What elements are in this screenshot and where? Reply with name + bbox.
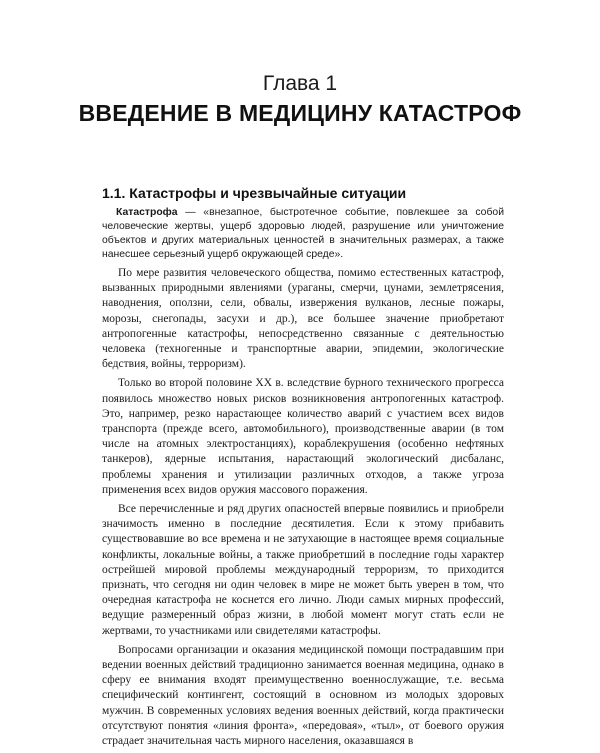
- chapter-title: ВВЕДЕНИЕ В МЕДИЦИНУ КАТАСТРОФ: [78, 100, 522, 126]
- definition-term: Катастрофа: [116, 207, 178, 218]
- definition-text: — «внезапное, быстротечное событие, повлекшее за собой человеческие жертвы, ущерб здоровью людей, разрушение или уничтожение объектов и других материальных ценностей в значительных размерах, а также нанесшее серьезный ущерб окружающей среде».: [102, 207, 504, 260]
- body-text: [102, 266, 504, 753]
- paragraph-2: Только во второй половине XX в. вследствие бурного технического прогресса появилось множество новых рисков возникновения антропогенных катастроф. Это, например, резко нарастающее количество аварий с участием всех видов транспорта (прежде всего, автомобильного), производственные аварии (в том числе на атомных электростанциях), кораблекрушения (особенно нефтяных танкеров), ядерные испытания, нарастающий экологический дисбаланс, проблемы хранения и утилизации различных отходов, а также угроза применения всех видов оружия массового поражения.: [102, 377, 504, 496]
- paragraph-3: Все перечисленные и ряд других опасностей впервые появились и приобрели значимость именно в последние десятилетия. Если к этому прибавить существовавшие во все времена и не затухающие в настоящее время социальные конфликты, локальные войны, а также приобретший в последние годы характер острейшей мировой проблемы международный терроризм, то приходится признать, что сегодня ни один человек в мире не может быть уверен в том, что очередная катастрофа не коснется его лично. Люди самых мирных профессий, ведущие размеренный образ жизни, в любой момент могут стать если не жертвами, то участниками или свидетелями катастрофы.: [102, 503, 504, 637]
- chapter-label: Глава 1: [262, 72, 338, 95]
- paragraph-4: Вопросами организации и оказания медицинской помощи пострадавшим при ведении военных действий традиционно занимается военная медицина, однако в сферу ее внимания входят преимущественно военнослужащие, т.е. весьма специфический контингент, состоящий в основном из молодых здоровых мужчин. В современных условиях ведения военных действий, когда практически отсутствуют понятия «линия фронта», «передовая», «тыл», от боевого оружия страдает значительная часть мирного населения, оказавшаяся в: [102, 643, 504, 748]
- paragraph-1: По мере развития человеческого общества, помимо естественных катастроф, вызванных природными явлениями (ураганы, смерчи, цунами, землетрясения, наводнения, оползни, сели, обвалы, извержения вулканов, лесные пожары, морозы, снегопады, засухи и др.), все большее значение приобретают антропогенные катастрофы, непосредственно связанные с деятельностью человека (техногенные и транспортные аварии, эпидемии, экологические бедствия, войны, терроризм).: [102, 267, 504, 371]
- section-heading: 1.1. Катастрофы и чрезвычайные ситуации: [102, 185, 407, 201]
- definition-paragraph: [102, 206, 504, 262]
